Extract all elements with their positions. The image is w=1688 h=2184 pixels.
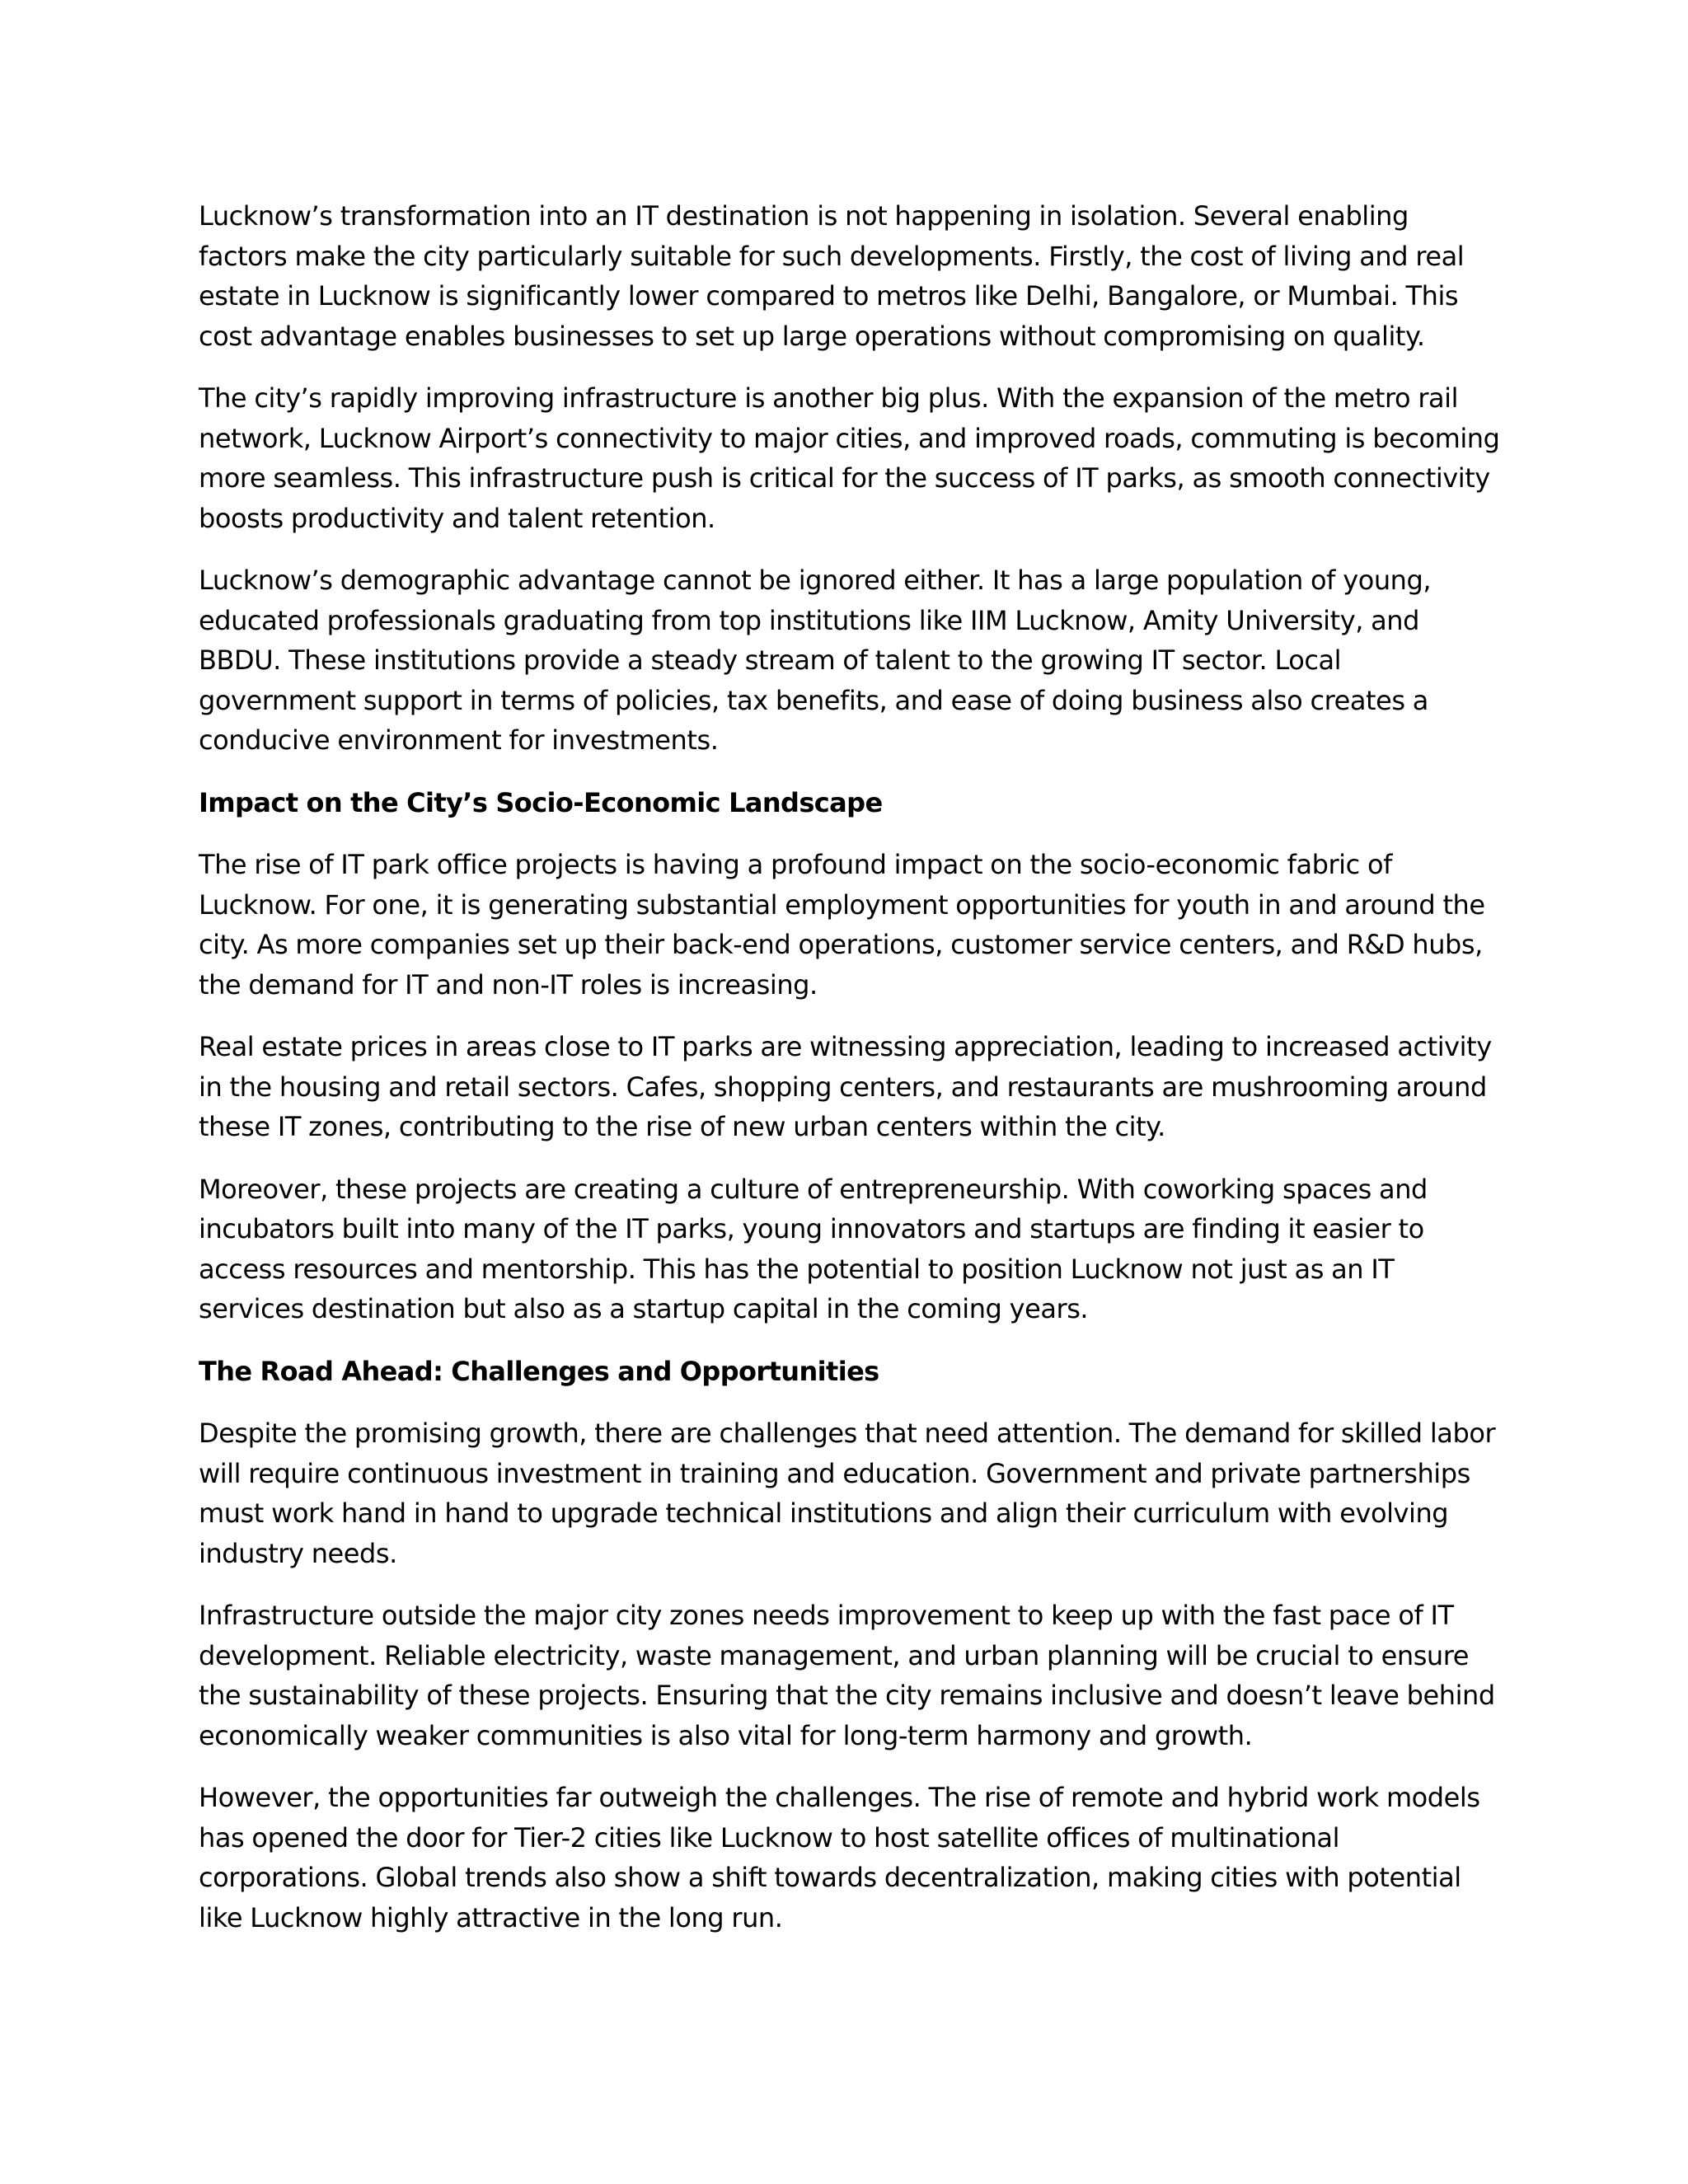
paragraph-entrepreneurship: Moreover, these projects are creating a culture of entrepreneurship. With coworking spaces and incubators built into many of the IT parks, young innovators and startups are finding it easier to access resources and mentorship. This has the potential to position Lucknow not just as an IT services destination but also as a startup capital in the coming years.: [199, 1173, 1428, 1324]
paragraph-opportunities: However, the opportunities far outweigh the challenges. The rise of remote and hybrid work models has opened the door for Tier-2 cities like Lucknow to host satellite offices of multinational corporations. Global trends also show a shift towards decentralization, making cities with potential like Lucknow highly attractive in the long run.: [199, 1782, 1480, 1933]
paragraph-infrastructure-outside: Infrastructure outside the major city zones needs improvement to keep up with the fast pace of IT development. Reliable electricity, waste management, and urban planning will be crucial to ensure the sustainability of these projects. Ensuring that the city remains inclusive and doesn’t leave behind economically weaker communities is also vital for long-term harmony and growth.: [199, 1600, 1495, 1751]
paragraph-employment: The rise of IT park office projects is having a profound impact on the socio-economic fabric of Lucknow. For one, it is generating substantial employment opportunities for youth in and around the city. As more companies set up their back-end operations, customer service centers, and R&D hubs, the demand for IT and non-IT roles is increasing.: [199, 849, 1485, 1001]
paragraph-infrastructure: The city’s rapidly improving infrastructure is another big plus. With the expansion of the metro rail network, Lucknow Airport’s connectivity to major cities, and improved roads, commuting is becoming more seamless. This infrastructure push is critical for the success of IT parks, as smooth connectivity boosts productivity and talent retention.: [199, 382, 1500, 534]
document-body: [199, 196, 1501, 1960]
paragraph-enabling-factors: Lucknow’s transformation into an IT destination is not happening in isolation. Several enabling factors make the city particularly suitable for such developments. Firstly, the cost of living and real estate in Lucknow is significantly lower compared to metros like Delhi, Bangalore, or Mumbai. This cost advantage enables businesses to set up large operations without compromising on quality.: [199, 200, 1465, 352]
paragraph-challenges: Despite the promising growth, there are challenges that need attention. The demand for skilled labor will require continuous investment in training and education. Government and private partnerships must work hand in hand to upgrade technical institutions and align their curriculum with evolving industry needs.: [199, 1418, 1496, 1569]
heading-road-ahead: The Road Ahead: Challenges and Opportunities: [199, 1355, 879, 1387]
paragraph-real-estate: Real estate prices in areas close to IT parks are witnessing appreciation, leading to increased activity in the housing and retail sectors. Cafes, shopping centers, and restaurants are mushrooming around these IT zones, contributing to the rise of new urban centers within the city.: [199, 1031, 1492, 1142]
paragraph-demographics: Lucknow’s demographic advantage cannot be ignored either. It has a large population of young, educated professionals graduating from top institutions like IIM Lucknow, Amity University, and BBDU. These institutions provide a steady stream of talent to the growing IT sector. Local government support in terms of policies, tax benefits, and ease of doing business also creates a conducive environment for investments.: [199, 565, 1432, 756]
heading-socio-economic-impact: Impact on the City’s Socio-Economic Landscape: [199, 786, 883, 818]
